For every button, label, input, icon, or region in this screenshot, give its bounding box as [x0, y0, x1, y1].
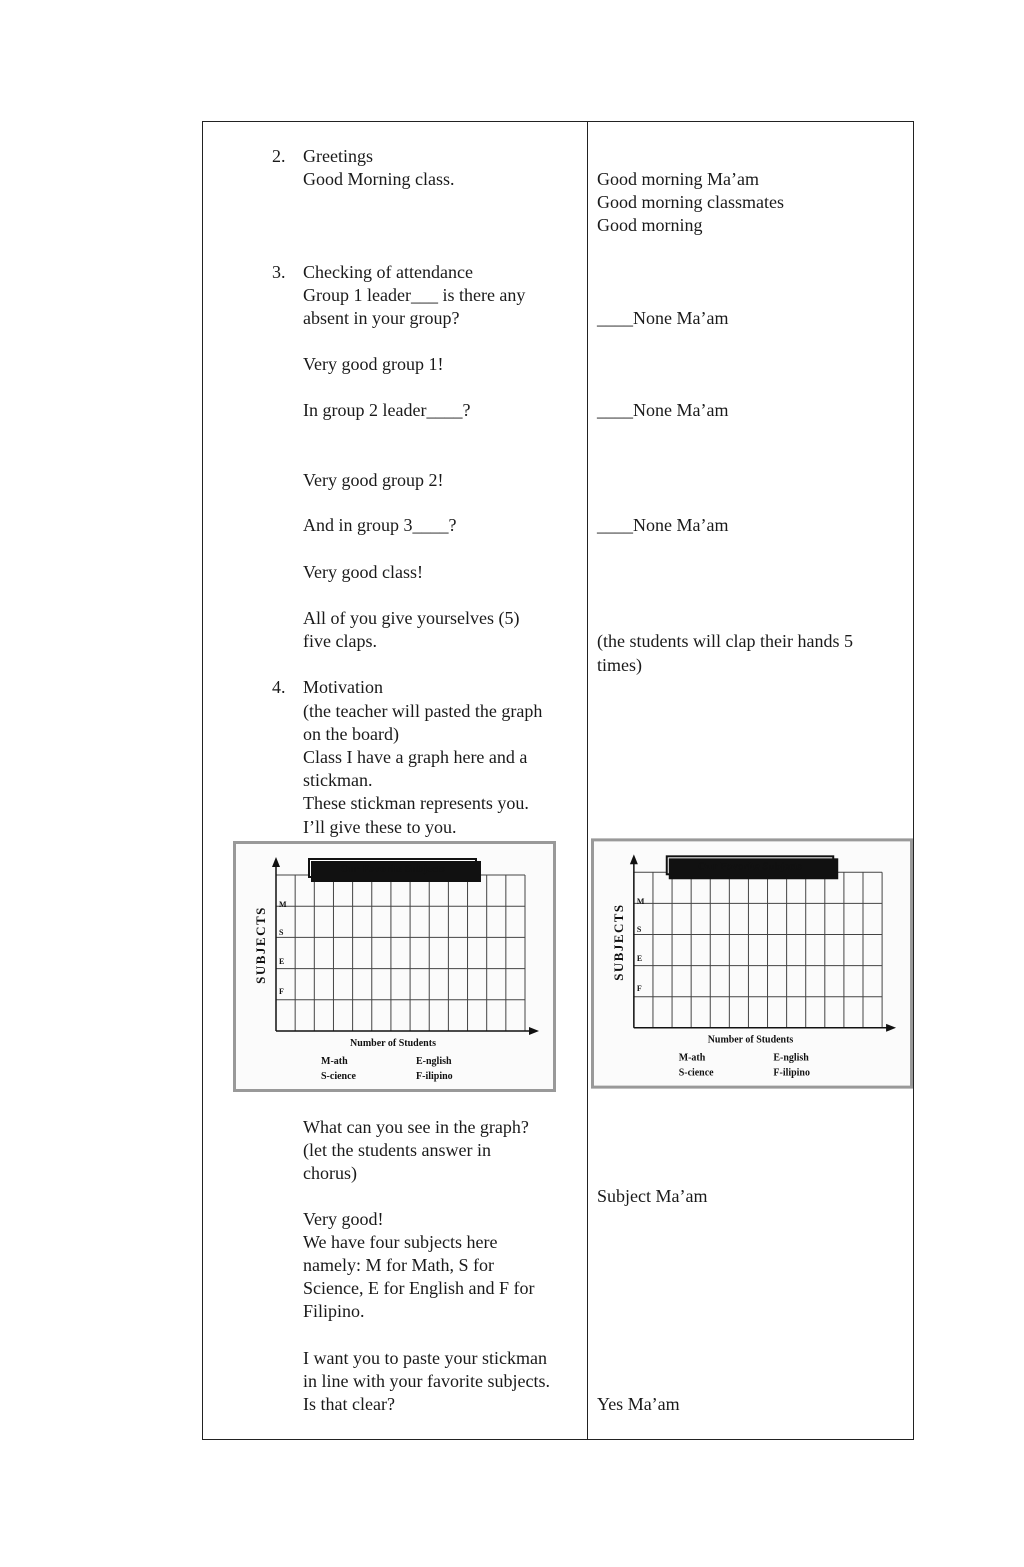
teacher-line: I want you to paste your stickman: [303, 1348, 547, 1368]
column-divider: [587, 121, 588, 1440]
motivation-heading: Motivation: [303, 677, 383, 697]
teacher-line: Filipino.: [303, 1301, 365, 1321]
teacher-line: (the teacher will pasted the graph: [303, 701, 543, 721]
graph-title: Our Favorite Subjects: [698, 860, 802, 873]
student-line: ____None Ma’am: [597, 515, 729, 535]
item-number-2: 2.: [272, 146, 286, 166]
row-label-f: F: [279, 987, 284, 996]
row-label-s: S: [636, 925, 642, 935]
teacher-line: stickman.: [303, 770, 373, 790]
teacher-line: five claps.: [303, 631, 377, 651]
legend-english: E-nglish: [773, 1052, 809, 1064]
student-line: times): [597, 655, 642, 675]
teacher-line: (let the students answer in: [303, 1140, 491, 1160]
student-line: (the students will clap their hands 5: [597, 631, 853, 651]
legend-math: M-ath: [321, 1056, 348, 1067]
teacher-line: All of you give yourselves (5): [303, 608, 520, 628]
teacher-line: in line with your favorite subjects.: [303, 1371, 550, 1391]
student-line: Good morning Ma’am: [597, 169, 759, 189]
y-axis-label: SUBJECTS: [253, 906, 268, 984]
legend-english: E-nglish: [416, 1056, 452, 1067]
legend-math: M-ath: [678, 1052, 706, 1064]
item-number-4: 4.: [272, 677, 286, 697]
row-label-m: M: [279, 900, 287, 909]
row-label-e: E: [279, 957, 285, 966]
student-line: Good morning classmates: [597, 192, 784, 212]
item-number-3: 3.: [272, 262, 286, 282]
teacher-line: Very good group 1!: [303, 354, 444, 374]
x-axis-label: Number of Students: [350, 1038, 436, 1049]
teacher-line: Very good class!: [303, 562, 423, 582]
teacher-line: namely: M for Math, S for: [303, 1255, 494, 1275]
row-label-f: F: [636, 983, 642, 993]
student-line: Subject Ma’am: [597, 1186, 708, 1206]
legend-science: S-cience: [678, 1067, 714, 1079]
teacher-line: Science, E for English and F for: [303, 1278, 535, 1298]
graph-title: Our Favorite Subjects: [340, 863, 445, 875]
teacher-line: Group 1 leader___ is there any: [303, 285, 526, 305]
legend-filipino: F-ilipino: [773, 1067, 810, 1079]
teacher-line: Is that clear?: [303, 1394, 395, 1414]
row-label-e: E: [636, 954, 643, 964]
teacher-line: These stickman represents you.: [303, 793, 529, 813]
student-line: ____None Ma’am: [597, 308, 729, 328]
teacher-line: Class I have a graph here and a: [303, 747, 528, 767]
legend-science: S-cience: [321, 1071, 356, 1082]
student-line: ____None Ma’am: [597, 400, 729, 420]
row-label-m: M: [636, 897, 645, 907]
teacher-line: I’ll give these to you.: [303, 817, 457, 837]
teacher-line: And in group 3____?: [303, 515, 457, 535]
teacher-line: on the board): [303, 724, 399, 744]
teacher-line: chorus): [303, 1163, 357, 1183]
student-line: Good morning: [597, 215, 703, 235]
teacher-line: We have four subjects here: [303, 1232, 498, 1252]
teacher-line: absent in your group?: [303, 308, 460, 328]
legend-filipino: F-ilipino: [416, 1071, 453, 1082]
row-label-s: S: [279, 928, 284, 937]
student-line: Yes Ma’am: [597, 1394, 680, 1414]
teacher-line: In group 2 leader____?: [303, 400, 471, 420]
greetings-heading: Greetings: [303, 146, 373, 166]
x-axis-label: Number of Students: [707, 1034, 794, 1046]
teacher-line: Very good!: [303, 1209, 384, 1229]
y-axis-label: SUBJECTS: [610, 903, 626, 981]
teacher-line: Good Morning class.: [303, 169, 455, 189]
favorite-subjects-graph-left: [233, 841, 556, 1092]
teacher-line: Very good group 2!: [303, 470, 444, 490]
favorite-subjects-graph-right: [591, 838, 913, 1089]
teacher-line: What can you see in the graph?: [303, 1117, 529, 1137]
attendance-heading: Checking of attendance: [303, 262, 473, 282]
